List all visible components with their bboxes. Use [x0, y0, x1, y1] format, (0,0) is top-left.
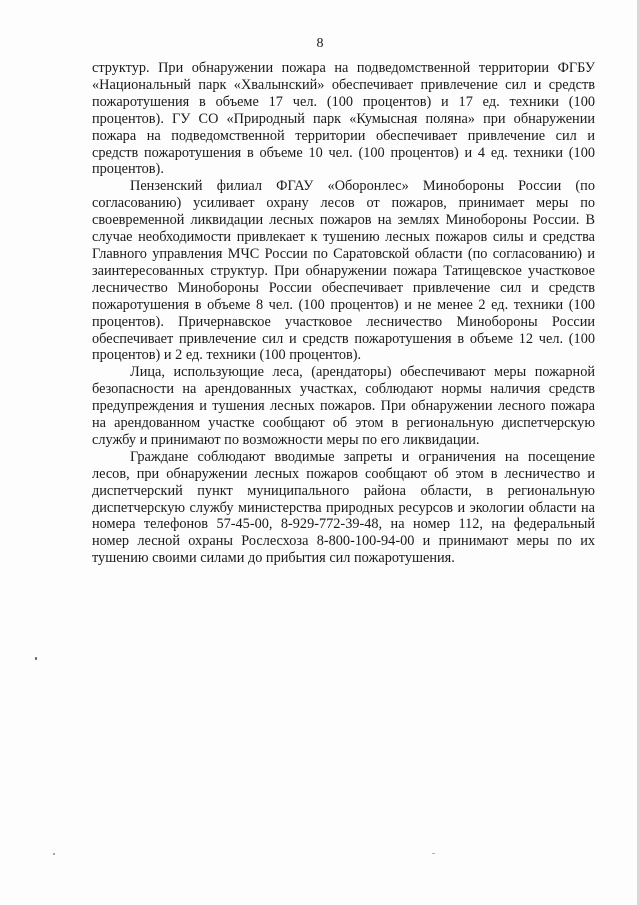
document-body	[92, 60, 595, 567]
scan-speck	[35, 657, 37, 660]
paragraph-forest-users: Лица, использующие леса, (арендаторы) обеспечивают меры пожарной безопасности на арендованных участках, соблюдают нормы наличия средств предупреждения и тушения лесных пожаров. При обнаружении лесного пожара на арендованном участке сообщают об этом в региональную диспетчерскую службу и принимают по возможности меры по его ликвидации.	[92, 364, 595, 448]
page-number: 8	[316, 36, 324, 51]
scan-speck	[53, 853, 55, 855]
paragraph-oboronles-branch: Пензенский филиал ФГАУ «Оборонлес» Минобороны России (по согласованию) усиливает охрану лесов от пожаров, принимает меры по своевременной ликвидации лесных пожаров на землях Минобороны России. В случае необходимости привлекает к тушению лесных пожаров силы и средства Главного управления МЧС России по Саратовской области (по согласованию) и заинтересованных структур. При обнаружении пожара Татищевское участковое лесничество Минобороны России обеспечивает привлечение сил и средств пожаротушения в объеме 8 чел. (100 процентов) и не менее 2 ед. техники (100 процентов). Причернавское участковое лесничество Минобороны России обеспечивает привлечение сил и средств пожаротушения в объеме 12 чел. (100 процентов) и 2 ед. техники (100 процентов).	[92, 178, 595, 364]
paragraph-citizens: Граждане соблюдают вводимые запреты и ограничения на посещение лесов, при обнаружении лесных пожаров сообщают об этом в лесничество и диспетчерский пункт муниципального района области, в региональную диспетчерскую службу министерства природных ресурсов и экологии области на номера телефонов 57-45-00, 8-929-772-39-48, на номер 112, на федеральный номер лесной охраны Рослесхоза 8-800-100-94-00 и принимают меры по их тушению своими силами до прибытия сил пожаротушения.	[92, 448, 595, 567]
scan-speck	[432, 853, 435, 854]
paragraph-continued-structures: структур. При обнаружении пожара на подведомственной территории ФГБУ «Национальный парк «Хвалынский» обеспечивает привлечение сил и средств пожаротушения в объеме 17 чел. (100 процентов) и 17 ед. техники (100 процентов). ГУ СО «Природный парк «Кумысная поляна» при обнаружении пожара на подведомственной территории обеспечивает привлечение сил и средств пожаротушения в объеме 10 чел. (100 процентов) и 4 ед. техники (100 процентов).	[92, 60, 595, 178]
